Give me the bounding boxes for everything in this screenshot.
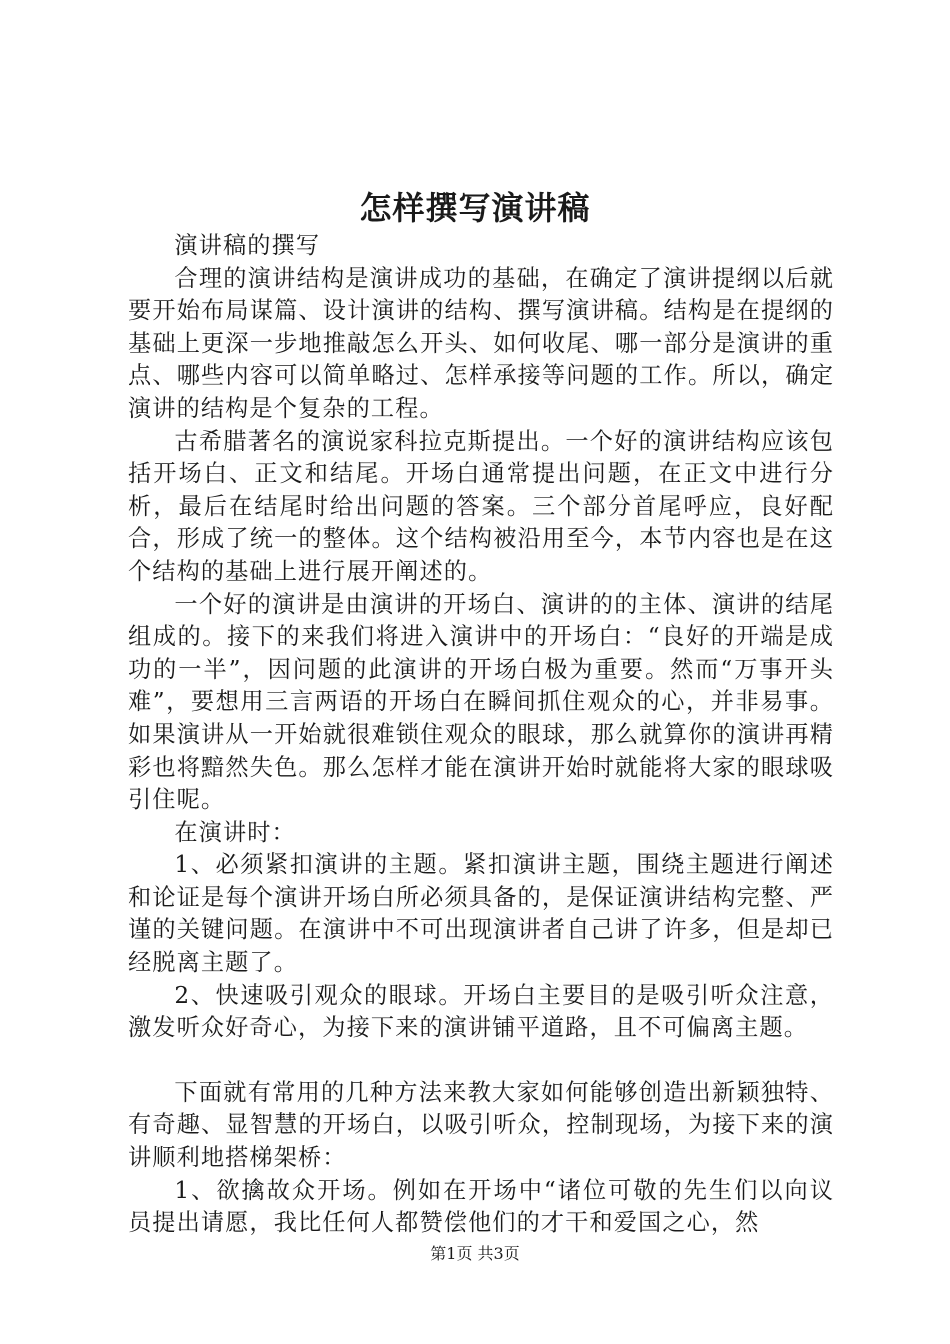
list-item: 2、快速吸引观众的眼球。开场白主要目的是吸引听众注意，激发听众好奇心，为接下来的演讲铺平道路，且不可偏离主题。 (128, 981, 834, 1042)
section-heading: 演讲稿的撰写 (174, 232, 321, 259)
document-body (128, 230, 834, 1240)
paragraph: 在演讲时： (174, 818, 296, 846)
paragraph: 一个好的演讲是由演讲的开场白、演讲的的主体、演讲的结尾组成的。接下的来我们将进入演讲中的开场白：“良好的开端是成功的一半”，因问题的此演讲的开场白极为重要。然而“万事开头难”，要想用三言两语的开场白在瞬间抓住观众的心，并非易事。如果演讲从一开始就很难锁住观众的眼球，那么就算你的演讲再精彩也将黯然失色。那么怎样才能在演讲开始时就能将大家的眼球吸引住呢。 (128, 590, 834, 814)
document-title: 怎样撰写演讲稿 (359, 189, 591, 227)
paragraph: 下面就有常用的几种方法来教大家如何能够创造出新颖独特、有奇趣、显智慧的开场白，以吸引听众，控制现场，为接下来的演讲顺利地搭梯架桥： (128, 1078, 834, 1172)
list-item: 1、欲擒故众开场。例如在开场中“诸位可敬的先生们以向议员提出请愿，我比任何人都赞偿他们的才干和爱国之心，然 (128, 1176, 834, 1237)
page-footer: 第1页 共3页 (430, 1244, 520, 1263)
paragraph: 古希腊著名的演说家科拉克斯提出。一个好的演讲结构应该包括开场白、正文和结尾。开场白通常提出问题，在正文中进行分析，最后在结尾时给出问题的答案。三个部分首尾呼应，良好配合，形成了统一的整体。这个结构被沿用至今，本节内容也是在这个结构的基础上进行展开阐述的。 (128, 427, 834, 585)
list-item: 1、必须紧扣演讲的主题。紧扣演讲主题，围绕主题进行阐述和论证是每个演讲开场白所必须具备的，是保证演讲结构完整、严谨的关键问题。在演讲中不可出现演讲者自己讲了许多，但是却已经脱离主题了。 (128, 851, 834, 977)
paragraph: 合理的演讲结构是演讲成功的基础，在确定了演讲提纲以后就要开始布局谋篇、设计演讲的结构、撰写演讲稿。结构是在提纲的基础上更深一步地推敲怎么开头、如何收尾、哪一部分是演讲的重点、哪些内容可以简单略过、怎样承接等问题的工作。所以，确定演讲的结构是个复杂的工程。 (128, 264, 834, 422)
